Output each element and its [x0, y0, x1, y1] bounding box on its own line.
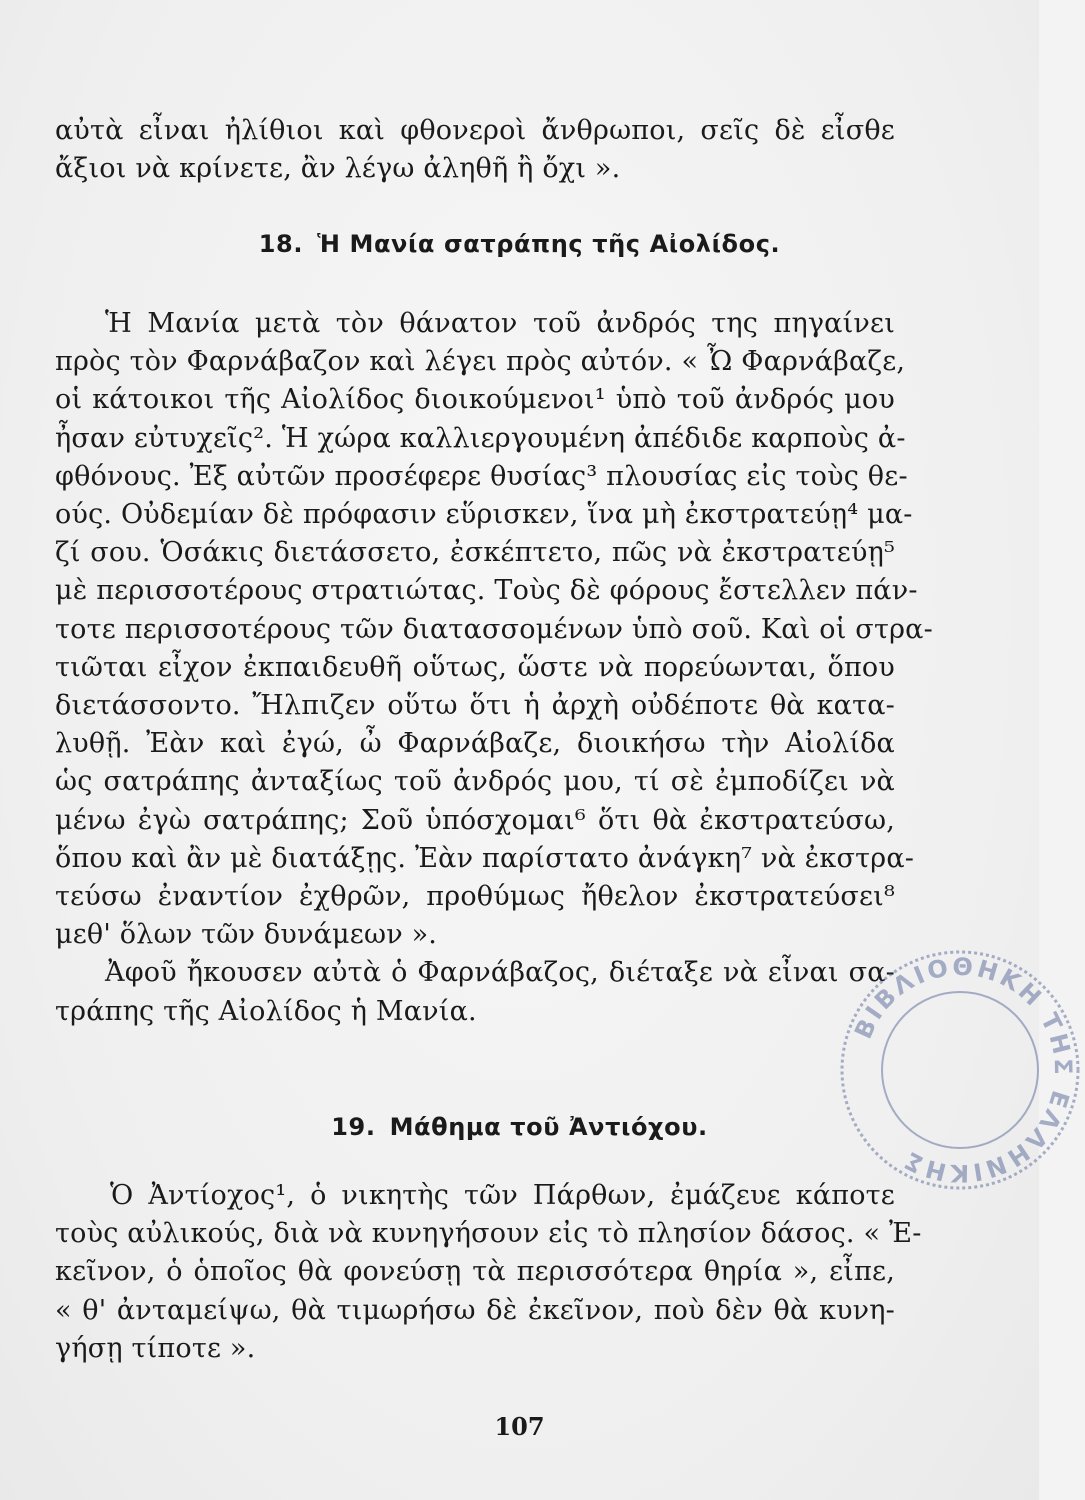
- text-line: πρὸς τὸν Φαρνάβαζον καὶ λέγει πρὸς αὐτόν. « Ὦ Φαρνάβαζε,: [55, 346, 906, 378]
- text-line: ούς. Οὐδεμίαν δὲ πρόφασιν εὕρισκεν, ἵνα μὴ ἐκστρατεύῃ⁴ μα-: [55, 499, 913, 531]
- text-line: διετάσσοντο. Ἤλπιζεν οὕτω ὅτι ἡ ἀρχὴ οὐδέποτε θὰ κατα-: [55, 690, 895, 722]
- text-line: οἱ κάτοικοι τῆς Αἰολίδος διοικούμενοι¹ ὑπὸ τοῦ ἀνδρός μου: [55, 384, 895, 416]
- text-line: Ὁ Ἀντίοχος¹, ὁ νικητὴς τῶν Πάρθων, ἐμάζευε κάποτε: [110, 1180, 895, 1211]
- text-line: Ἡ Μανία μετὰ τὸν θάνατον τοῦ ἀνδρός της πηγαίνει: [105, 308, 895, 339]
- text-line: γήσῃ τίποτε ».: [55, 1332, 256, 1364]
- page-number: 107: [494, 1412, 545, 1441]
- text-line: λυθῇ. Ἐὰν καὶ ἐγώ, ὦ Φαρνάβαζε, διοικήσω τὴν Αἰολίδα: [55, 728, 895, 760]
- text-line: αὐτὰ εἶναι ἠλίθιοι καὶ φθονεροὶ ἄνθρωποι, σεῖς δὲ εἶσθε: [55, 115, 895, 146]
- section-number: 18.: [258, 230, 304, 258]
- text-line: ἦσαν εὐτυχεῖς². Ἡ χώρα καλλιεργουμένη ἀπέδιδε καρποὺς ἀ-: [55, 422, 906, 454]
- section-title: Ἡ Μανία σατράπης τῆς Αἰολίδος.: [317, 230, 781, 258]
- text-line: μεθ' ὅλων τῶν δυνάμεων ».: [55, 919, 438, 951]
- section-heading-19: [0, 1113, 1039, 1141]
- section-18-body: [55, 305, 933, 1031]
- text-line: ὡς σατράπης ἀνταξίως τοῦ ἀνδρός μου, τί σὲ ἐμποδίζει νὰ: [55, 766, 895, 798]
- text-line: Ἀφοῦ ἤκουσεν αὐτὰ ὁ Φαρνάβαζος, διέταξε νὰ εἶναι σα-: [105, 957, 895, 989]
- text-line: φθόνους. Ἐξ αὐτῶν προσέφερε θυσίας³ πλουσίας εἰς τοὺς θε-: [55, 460, 908, 492]
- section-heading-18: [0, 230, 1039, 258]
- text-line: τράπης τῆς Αἰολίδος ἡ Μανία.: [55, 995, 477, 1027]
- text-line: κεῖνον, ὁ ὁποῖος θὰ φονεύσῃ τὰ περισσότερα θηρία », εἶπε,: [55, 1256, 895, 1288]
- text-line: τοὺς αὐλικούς, διὰ νὰ κυνηγήσουν εἰς τὸ πλησίον δάσος. « Ἐ-: [55, 1218, 922, 1250]
- intro-paragraph: [55, 112, 895, 188]
- section-19-body: [55, 1177, 922, 1368]
- text-line: ὅπου καὶ ἂν μὲ διατάξῃς. Ἐὰν παρίστατο ἀνάγκη⁷ νὰ ἐκστρα-: [55, 842, 915, 874]
- svg-text:ΒΙΒΛΙΟΘΗΚΗ ΤΗΣ ΕΛΛΗΝΙΚΗΣ: ΒΙΒΛΙΟΘΗΚΗ ΤΗΣ ΕΛΛΗΝΙΚΗΣ: [849, 952, 1078, 1188]
- text-line: ἄξιοι νὰ κρίνετε, ἂν λέγω ἀληθῆ ἢ ὄχι ».: [55, 153, 621, 185]
- text-line: ζί σου. Ὁσάκις διετάσσετο, ἐσκέπτετο, πῶς νὰ ἐκστρατεύῃ⁵: [55, 537, 895, 569]
- text-line: μένω ἐγὼ σατράπης; Σοῦ ὑπόσχομαι⁶ ὅτι θὰ ἐκστρατεύσω,: [55, 804, 895, 836]
- section-number: 19.: [331, 1113, 376, 1141]
- text-line: τοτε περισσοτέρους τῶν διατασσομένων ὑπὸ σοῦ. Καὶ οἱ στρα-: [55, 613, 933, 645]
- text-line: μὲ περισσοτέρους στρατιώτας. Τοὺς δὲ φόρους ἔστελλεν πάν-: [55, 575, 918, 607]
- section-title: Μάθημα τοῦ Ἀντιόχου.: [389, 1113, 708, 1141]
- text-line: τεύσω ἐναντίον ἐχθρῶν, προθύμως ἤθελον ἐκστρατεύσει⁸: [55, 881, 895, 913]
- text-line: τιῶται εἶχον ἐκπαιδευθῆ οὕτως, ὥστε νὰ πορεύωνται, ὅπου: [55, 651, 895, 683]
- text-line: « θ' ἀνταμείψω, θὰ τιμωρήσω δὲ ἐκεῖνον, ποὺ δὲν θὰ κυνη-: [55, 1294, 895, 1326]
